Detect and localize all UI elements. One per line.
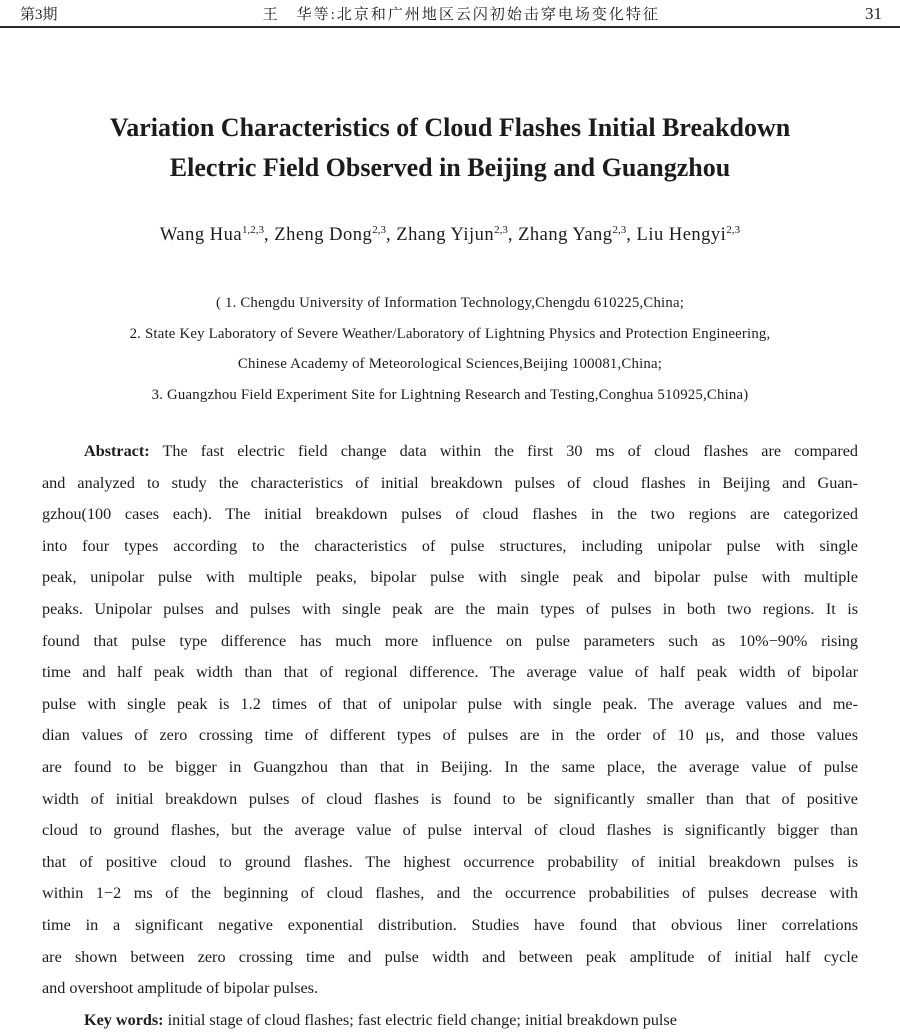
abstract-line: time and half peak width than that of regional difference. The average value of half peak width of bipolar	[42, 663, 858, 682]
author-superscript: 2,3	[726, 224, 741, 236]
affiliation-line: ( 1. Chengdu University of Information Technology,Chengdu 610225,China;	[215, 295, 685, 311]
abstract-line: are shown between zero crossing time and pulse width and between peak amplitude of initial half cycle	[42, 947, 858, 966]
author-name: Zhang Yijun	[396, 225, 495, 246]
author-name: Liu Hengyi	[636, 225, 727, 246]
keywords-text: initial stage of cloud flashes; fast electric field change; initial breakdown pulse	[167, 1010, 677, 1029]
abstract-label: Abstract:	[84, 442, 150, 460]
abstract-line: cloud to ground flashes, but the average value of pulse interval of cloud flashes is significantly bigger than	[42, 821, 858, 840]
abstract-line: that of positive cloud to ground flashes. The highest occurrence probability of initial breakdown pulses is	[42, 852, 858, 871]
abstract-line: found that pulse type difference has much more influence on pulse parameters such as 10%−90% rising	[42, 631, 858, 650]
abstract-line: and overshoot amplitude of bipolar pulses.	[42, 979, 319, 998]
abstract-line: time in a significant negative exponential distribution. Studies have found that obvious liner correlations	[42, 915, 858, 934]
paper-title-line2: Electric Field Observed in Beijing and Guangzhou	[169, 153, 731, 182]
issue-number: 第3期	[20, 7, 58, 23]
affiliation-line: Chinese Academy of Meteorological Sciences,Beijing 100081,China;	[237, 356, 663, 372]
keywords-line	[42, 1005, 858, 1036]
author-separator: ,	[507, 225, 519, 246]
abstract-line: dian values of zero crossing time of different types of pulses are in the order of 10 μs, and those values	[42, 726, 858, 745]
affiliation-line: 2. State Key Laboratory of Severe Weather/Laboratory of Lightning Physics and Protection Engineering,	[129, 325, 771, 342]
author-separator: ,	[626, 225, 637, 246]
authors-line	[0, 224, 900, 246]
abstract-block	[42, 436, 858, 1036]
author-name: Wang Hua	[159, 225, 243, 246]
abstract-line: within 1−2 ms of the beginning of cloud flashes, and the occurrence probabilities of pulses decrease with	[42, 884, 858, 903]
running-header	[20, 3, 882, 24]
abstract-line: pulse with single peak is 1.2 times of that of unipolar pulse with single peak. The average values and me-	[42, 694, 858, 713]
running-title: 王 华等:北京和广州地区云闪初始击穿电场变化特征	[262, 7, 660, 23]
abstract-line: gzhou(100 cases each). The initial breakdown pulses of cloud flashes in the two regions are categorized	[42, 505, 858, 524]
paper-title	[0, 108, 900, 188]
abstract-line: are found to be bigger in Guangzhou than that in Beijing. In the same place, the average value of pulse	[42, 757, 858, 776]
abstract-line	[42, 436, 858, 468]
author-superscript: 2,3	[612, 224, 627, 236]
abstract-line: peaks. Unipolar pulses and pulses with single peak are the main types of pulses in both two regions. It is	[42, 599, 858, 618]
paper-title-line1: Variation Characteristics of Cloud Flashes Initial Breakdown	[109, 113, 791, 142]
abstract-line: into four types according to the characteristics of pulse structures, including unipolar pulse with single	[42, 536, 858, 555]
abstract-line: and analyzed to study the characteristics of initial breakdown pulses of cloud flashes in Beijing and Guan-	[42, 473, 858, 492]
author-separator: ,	[386, 225, 397, 246]
affiliation-line: 3. Guangzhou Field Experiment Site for Lightning Research and Testing,Conghua 510925,China)	[151, 386, 749, 403]
author-name: Zheng Dong	[274, 225, 373, 246]
author-separator: ,	[264, 225, 275, 246]
abstract-line-text: The fast electric field change data within the first 30 ms of cloud flashes are compared	[162, 442, 858, 460]
author-superscript: 1,2,3	[242, 224, 265, 236]
author-superscript: 2,3	[372, 224, 387, 236]
keywords-label: Key words:	[84, 1010, 164, 1029]
author-name: Zhang Yang	[518, 225, 613, 246]
author-superscript: 2,3	[494, 224, 508, 236]
abstract-line: width of initial breakdown pulses of cloud flashes is found to be significantly smaller than that of positive	[42, 789, 858, 808]
affiliations-block	[0, 288, 900, 410]
abstract-line: peak, unipolar pulse with multiple peaks, bipolar pulse with single peak and bipolar pulse with multiple	[42, 568, 858, 587]
page-number: 31	[865, 4, 882, 23]
header-divider	[0, 26, 900, 28]
